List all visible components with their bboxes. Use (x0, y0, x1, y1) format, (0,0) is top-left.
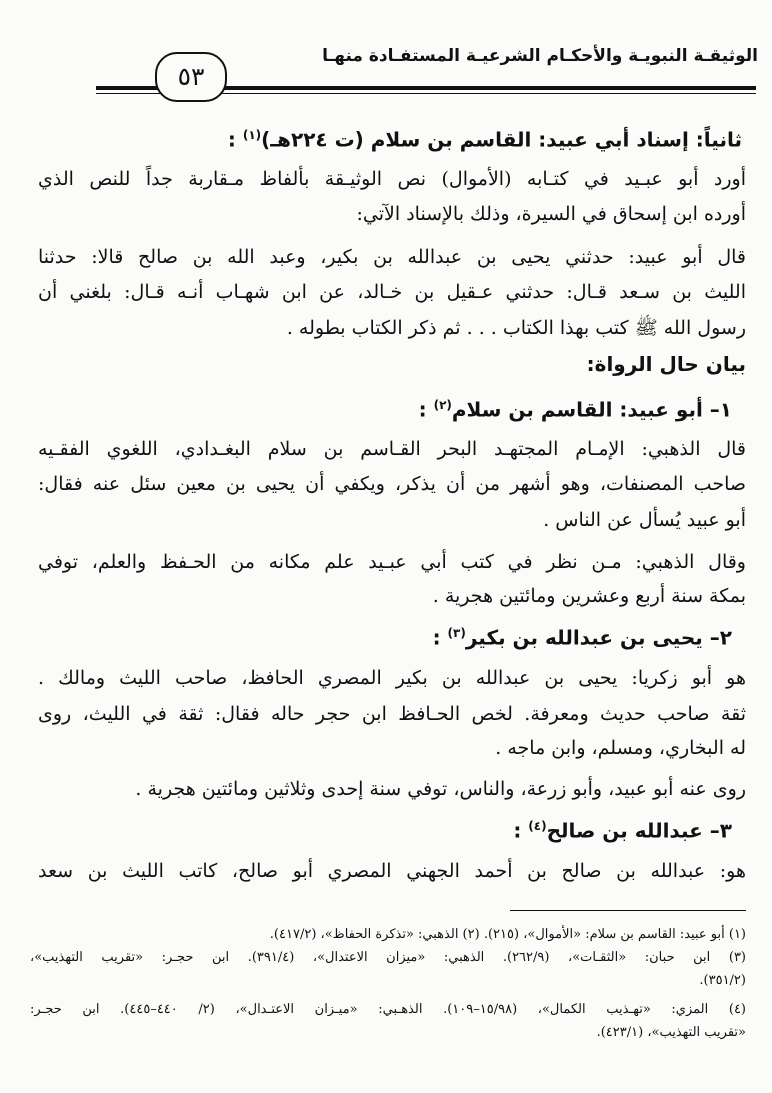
paragraph-line: هو أبو زكريا: يحيى بن عبدالله بن بكير المصري الحافظ، صاحب الليث ومالك . (38, 667, 746, 689)
footnote-rule (510, 910, 746, 911)
footnote: (٣٥١/٢). (699, 973, 746, 988)
footnote: (١) أبو عبيد: القاسم بن سلام: «الأموال»، (٢١٥). (٢) الذهبي: «تذكرة الحفاظ»، (٤١٧/٢). (269, 927, 746, 942)
footnote-ref-2: (٢) (433, 398, 452, 412)
narrator-3-heading (120, 810, 732, 847)
footnote-ref-1: (١) (242, 128, 262, 142)
paragraph-line: روى عنه أبو عبيد، وأبو زرعة، والناس، توفي سنة إحدى وثلاثين ومائتين هجرية . (135, 778, 746, 800)
narrator-2-heading (120, 617, 732, 654)
paragraph-line: صاحب المصنفات، وهو أشهر من أن يذكر، ويكفي أن يحيى بن معين سئل عنه فقال: (38, 473, 746, 495)
narrator-3-heading-colon: : (513, 818, 522, 843)
paragraph-line: وقال الذهبي: مـن نظر في كتب أبي عبـيد علم مكانه من الحـفظ والعلم، توفي (38, 551, 746, 573)
footnote: (٤) المزي: «تهـذيب الكمال»، (١٥/٩٨–١٠٩). الذهـبي: «ميـزان الاعتـدال»، (٢/ ٤٤٠–٤٤٥). ابن حجـر: (30, 1002, 746, 1017)
paragraph-line: رسول الله ﷺ كتب بهذا الكتاب . . . ثم ذكر الكتاب بطوله . (286, 317, 746, 339)
paragraph-line: الليث بن سـعد قـال: حدثني عـقيل بن خـالد، عن ابن شهـاب أنـه قـال: بلغني أن (38, 281, 746, 303)
footnote-ref-3: (٣) (447, 626, 466, 640)
narrator-2-heading-colon: : (432, 625, 441, 650)
section-heading (130, 119, 742, 156)
paragraph-line: بمكة سنة أربع وعشرين ومائتين هجرية . (432, 585, 746, 607)
paragraph-line: قال أبو عبيد: حدثني يحيى بن عبدالله بن بكير، وعبد الله بن صالح قالا: حدثنا (38, 246, 746, 268)
paragraph-line: ثقة صاحب حديث ومعرفة. لخص الحـافظ ابن حجر حاله فقال: ثقة في الليث، روى (38, 703, 746, 725)
narrator-1-heading-colon: : (418, 397, 427, 422)
narrator-3-heading-text: ٣– عبدالله بن صالح (546, 818, 732, 843)
narrator-1-heading-text: ١– أبو عبيد: القاسم بن سلام (451, 397, 732, 422)
narrator-1-heading (120, 389, 732, 426)
paragraph-line: هو: عبدالله بن صالح بن أحمد الجهني المصري أبو صالح، كاتب الليث بن سعد (38, 860, 746, 882)
section-heading-text: ثانياً: إسناد أبي عبيد: القاسم بن سلام (ت ٢٢٤هـ) (261, 127, 742, 152)
footnote: (٣) ابن حبان: «الثقـات»، (٢٦٢/٩). الذهبي: «ميزان الاعتدال»، (٣٩١/٤). ابن حجـر: «تقريب التهذيب»، (30, 950, 746, 965)
footnote: «تقريب التهذيب»، (٤٢٣/١). (596, 1025, 746, 1040)
narrators-heading: بيان حال الرواة: (586, 352, 746, 376)
running-header-title: الوثيقـة النبويـة والأحكـام الشرعيـة المستفـادة منهـا (322, 46, 758, 66)
section-heading-colon: : (227, 127, 236, 152)
footnote-ref-4: (٤) (528, 819, 547, 833)
narrator-2-heading-text: ٢– يحيى بن عبدالله بن بكير (465, 625, 732, 650)
paragraph-line: أورده ابن إسحاق في السيرة، وذلك بالإسناد الآتي: (356, 203, 746, 225)
paragraph-line: قال الذهبي: الإمـام المجتهـد البحر القـاسم بن سلام البغـدادي، اللغوي الفقـيه (38, 438, 746, 460)
paragraph-line: أبو عبيد يُسأل عن الناس . (543, 509, 746, 531)
paragraph-line: أورد أبو عبـيد في كتـابه (الأموال) نص الوثيـقة بألفاظ مـقاربة جداً للنص الذي (38, 168, 746, 190)
page-number: ٥٣ (155, 52, 227, 102)
paragraph-line: له البخاري، ومسلم، وابن ماجه . (495, 737, 746, 759)
